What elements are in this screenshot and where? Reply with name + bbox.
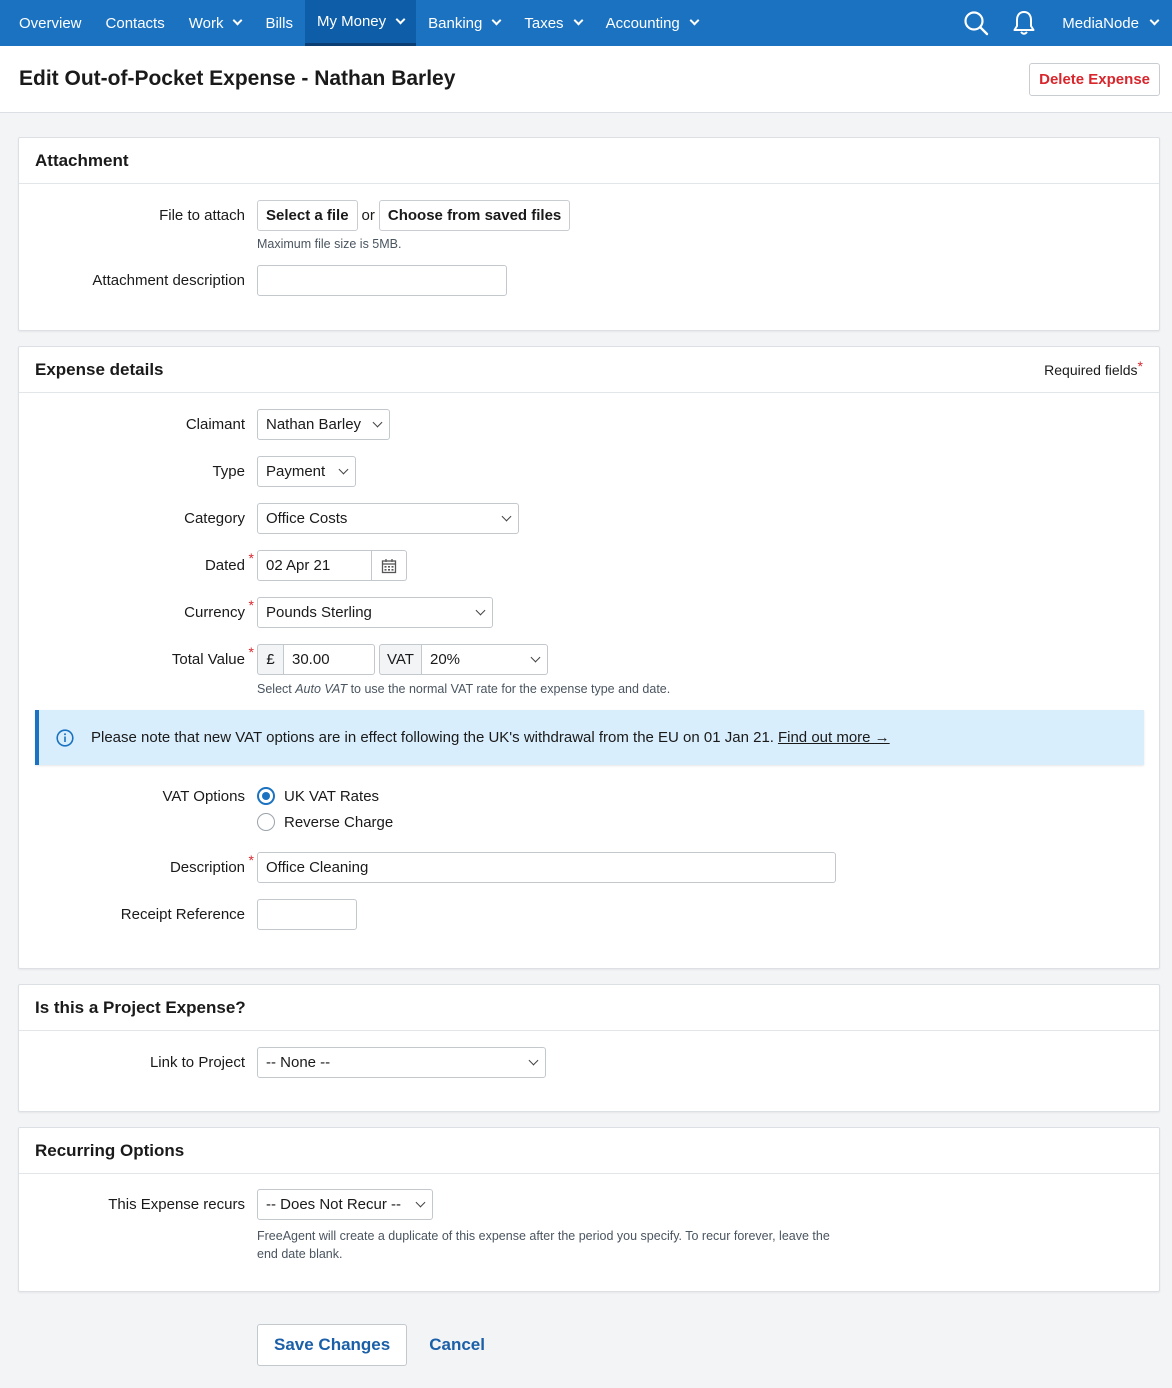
description-label-text: Description	[169, 859, 245, 876]
project-expense-panel	[18, 984, 1160, 1112]
panel-title: Attachment	[35, 150, 129, 170]
max-file-size-hint: Maximum file size is 5MB.	[257, 237, 402, 251]
required-star: *	[248, 852, 254, 868]
required-fields-text: Required fields	[1044, 361, 1138, 378]
recurrence-select[interactable]	[257, 1189, 433, 1220]
dated-label-text: Dated	[204, 557, 245, 574]
vat-addon: VAT	[379, 644, 421, 675]
required-star: *	[248, 550, 254, 566]
recurrence-hint-line: FreeAgent will create a duplicate of this expense after the period you specify. To recur forever, leave the	[257, 1229, 830, 1243]
panel-title: Is this a Project Expense?	[35, 997, 246, 1017]
radio-checked[interactable]	[257, 787, 275, 805]
nav-item-contacts[interactable]	[94, 0, 177, 46]
chevron-down-icon	[476, 606, 486, 616]
chevron-down-icon	[339, 465, 349, 475]
nav-item-label: Overview	[19, 14, 82, 32]
choose-saved-files-button[interactable]: Choose from saved files	[379, 200, 570, 231]
chevron-down-icon	[573, 16, 583, 26]
expense-details-panel	[18, 346, 1160, 969]
chevron-down-icon	[531, 653, 541, 663]
project-value: -- None --	[266, 1054, 331, 1071]
required-star: *	[1137, 357, 1143, 374]
chevron-down-icon	[1150, 16, 1160, 26]
vat-hint	[19, 682, 1159, 696]
calendar-icon[interactable]	[372, 550, 407, 581]
nav-item-banking[interactable]	[416, 0, 512, 46]
vat-option-label: UK VAT Rates	[284, 787, 380, 805]
panel-title: Expense details	[35, 359, 164, 379]
bell-icon[interactable]	[1000, 0, 1048, 46]
recurrence-hint	[19, 1227, 1159, 1263]
required-star: *	[248, 644, 254, 660]
currency-value: Pounds Sterling	[266, 604, 372, 621]
save-changes-button[interactable]: Save Changes	[257, 1324, 407, 1366]
dated-label	[19, 550, 257, 574]
nav-item-bills[interactable]	[253, 0, 305, 46]
account-name: MediaNode	[1062, 14, 1139, 32]
vat-options-label: VAT Options	[162, 787, 245, 805]
vat-hint-pre: Select	[257, 682, 296, 696]
required-star: *	[248, 597, 254, 613]
vat-option-uk[interactable]	[257, 787, 379, 805]
nav-item-label: Work	[188, 14, 224, 32]
nav-item-overview[interactable]	[0, 0, 94, 46]
chevron-down-icon	[416, 1198, 426, 1208]
vat-option-reverse-charge[interactable]	[257, 813, 393, 831]
project-panel-header	[19, 985, 1159, 1031]
recurrence-value: -- Does Not Recur --	[266, 1196, 402, 1213]
search-icon[interactable]	[952, 0, 1000, 46]
type-value: Payment	[266, 463, 326, 480]
attachment-panel	[18, 137, 1160, 331]
select-file-button[interactable]: Select a file	[257, 200, 358, 231]
claimant-value: Nathan Barley	[266, 416, 362, 433]
link-to-project-label: Link to Project	[149, 1054, 245, 1071]
description-label	[19, 852, 257, 876]
recurrence-hint-line: end date blank.	[257, 1247, 343, 1261]
required-fields-note	[1044, 357, 1143, 378]
description-input[interactable]: Office Cleaning	[257, 852, 836, 883]
nav-item-label: Accounting	[605, 14, 680, 32]
vat-option-label: Reverse Charge	[284, 813, 394, 831]
currency-label-text: Currency	[184, 604, 245, 621]
vat-hint-post: to use the normal VAT rate for the expense type and date.	[347, 682, 671, 696]
type-select[interactable]	[257, 456, 356, 487]
chevron-down-icon	[373, 418, 383, 428]
recurring-options-panel	[18, 1127, 1160, 1292]
delete-expense-button[interactable]: Delete Expense	[1029, 63, 1160, 96]
currency-symbol: £	[257, 644, 283, 675]
form-actions	[0, 1324, 1172, 1366]
nav-item-label: Taxes	[524, 14, 564, 32]
nav-item-taxes[interactable]	[512, 0, 593, 46]
nav-item-my-money[interactable]	[305, 0, 416, 46]
chevron-down-icon	[396, 14, 406, 24]
currency-select[interactable]	[257, 597, 493, 628]
type-label: Type	[212, 463, 245, 480]
top-nav	[0, 0, 1172, 46]
nav-item-work[interactable]	[177, 0, 254, 46]
nav-item-accounting[interactable]	[594, 0, 710, 46]
nav-item-label: My Money	[316, 13, 387, 30]
expense-details-panel-header	[19, 347, 1159, 393]
nav-item-label: Contacts	[105, 14, 165, 32]
receipt-reference-input[interactable]	[257, 899, 357, 930]
vat-info-alert	[35, 710, 1144, 765]
file-to-attach-label: File to attach	[159, 207, 245, 224]
nav-right	[952, 0, 1172, 46]
account-menu[interactable]	[1048, 15, 1172, 32]
chevron-down-icon	[689, 16, 699, 26]
or-text: or	[361, 207, 375, 224]
chevron-down-icon	[492, 16, 502, 26]
recurring-panel-header	[19, 1128, 1159, 1174]
receipt-reference-label: Receipt Reference	[120, 906, 245, 923]
attachment-description-label: Attachment description	[92, 272, 245, 289]
nav-menu	[0, 0, 710, 46]
total-value-input[interactable]: 30.00	[283, 644, 375, 675]
nav-item-label: Bills	[265, 14, 293, 32]
page-title: Edit Out-of-Pocket Expense - Nathan Barley	[19, 67, 456, 90]
chevron-down-icon	[529, 1056, 539, 1066]
currency-label	[19, 597, 257, 621]
dated-input[interactable]: 02 Apr 21	[257, 550, 372, 581]
vat-rate-select[interactable]	[421, 644, 548, 675]
radio-unchecked[interactable]	[257, 813, 275, 831]
claimant-select[interactable]	[257, 409, 390, 440]
attachment-panel-header	[19, 138, 1159, 184]
chevron-down-icon	[502, 512, 512, 522]
panel-title: Recurring Options	[35, 1140, 185, 1160]
claimant-label: Claimant	[185, 416, 245, 433]
attachment-description-input[interactable]	[257, 265, 507, 296]
category-label: Category	[184, 510, 245, 527]
nav-item-label: Banking	[428, 14, 483, 32]
link-to-project-select[interactable]	[257, 1047, 546, 1078]
find-out-more-link[interactable]: Find out more →	[777, 729, 890, 746]
total-value-label	[19, 644, 257, 668]
category-value: Office Costs	[266, 510, 348, 527]
total-value-label-text: Total Value	[171, 651, 245, 668]
page-header	[0, 46, 1172, 113]
cancel-link[interactable]: Cancel	[429, 1335, 485, 1354]
vat-hint-em: Auto VAT	[295, 682, 348, 696]
info-icon	[56, 729, 74, 747]
info-text: Please note that new VAT options are in effect following the UK's withdrawal from the EU on 01 Jan 21.	[91, 729, 774, 746]
expense-recurs-label: This Expense recurs	[108, 1196, 245, 1213]
chevron-down-icon	[233, 16, 243, 26]
vat-rate-value: 20%	[430, 651, 461, 668]
category-select[interactable]	[257, 503, 519, 534]
